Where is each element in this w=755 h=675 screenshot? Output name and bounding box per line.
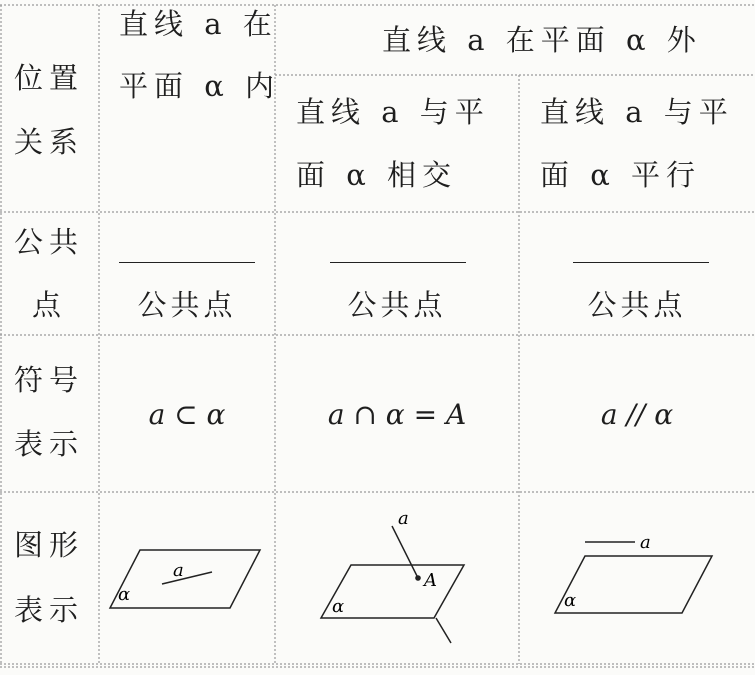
row-figure-label-2: 表示: [14, 593, 85, 627]
header-position-label-2: 关系: [14, 125, 85, 159]
plane-parallelogram: [555, 556, 712, 613]
line-a-upper: [392, 526, 418, 578]
header-line-parallel-2: 面 α 平行: [540, 158, 702, 192]
row-symbol-label-2: 表示: [14, 427, 85, 461]
row-common-points-label-1: 公共: [14, 225, 85, 259]
plane-alpha-label: α: [332, 596, 345, 617]
line-a-label: a: [640, 532, 651, 553]
plane-alpha-label: α: [118, 584, 131, 605]
row-symbol-label-1: 符号: [14, 363, 85, 397]
figure-line-intersect-plane: [276, 493, 519, 663]
line-a-label: a: [398, 508, 409, 529]
figure-line-parallel-plane: [520, 493, 755, 663]
line-a-label: a: [173, 560, 184, 581]
line-a: [162, 572, 212, 584]
intersection-point: [415, 575, 421, 581]
row-common-points-label-2: 点: [32, 288, 68, 322]
plane-alpha-label: α: [564, 590, 577, 611]
answer-blank-in-plane: [119, 262, 255, 263]
header-line-intersects-2: 面 α 相交: [296, 158, 458, 192]
header-position-label-1: 位置: [14, 61, 85, 95]
header-line-in-plane-2: 平面 α 内: [119, 69, 281, 103]
header-line-outside-plane: 直线 a 在平面 α 外: [382, 23, 702, 57]
answer-blank-intersect: [330, 262, 466, 263]
figure-line-in-plane: [100, 493, 275, 663]
header-line-intersects-1: 直线 a 与平: [296, 95, 490, 129]
symbol-line-in-plane: a ⊂ α: [148, 398, 226, 431]
symbol-line-parallel-plane: a // α: [600, 398, 674, 431]
header-line-parallel-1: 直线 a 与平: [540, 95, 734, 129]
line-a-lower: [436, 618, 451, 643]
row-figure-label-1: 图形: [14, 528, 85, 562]
answer-blank-parallel: [573, 262, 709, 263]
point-A-label: A: [424, 570, 437, 591]
common-point-intersect: 公共点: [347, 288, 447, 322]
common-point-parallel: 公共点: [587, 288, 687, 322]
header-line-in-plane-1: 直线 a 在: [119, 7, 278, 41]
symbol-line-intersect-plane: a ∩ α = A: [327, 398, 467, 431]
common-point-in-plane: 公共点: [137, 288, 237, 322]
